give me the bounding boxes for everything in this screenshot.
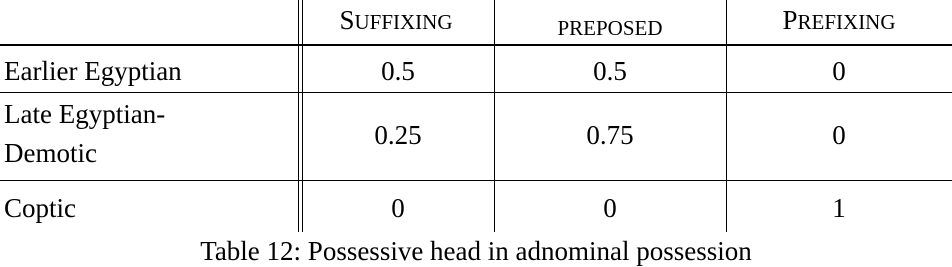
row-rule-1	[0, 92, 952, 93]
label-divider-left	[298, 0, 299, 232]
row3-suffixing: 0	[391, 193, 405, 223]
row2-suffixing: 0.25	[374, 120, 422, 150]
row2-preposed: 0.75	[586, 120, 634, 150]
row1-preposed: 0.5	[593, 56, 627, 86]
header-preposed: PREPOSED	[557, 16, 663, 40]
row2-prefixing: 0	[832, 120, 846, 150]
row-label-coptic: Coptic	[4, 193, 76, 223]
row-label-earlier-egyptian: Earlier Egyptian	[4, 56, 182, 86]
header-suffixing: SUFFIXING	[339, 5, 453, 35]
row3-preposed: 0	[603, 193, 617, 223]
row-label-late-egyptian-line2: Demotic	[4, 138, 97, 168]
row-label-late-egyptian-line1: Late Egyptian-	[4, 99, 166, 129]
row3-prefixing: 1	[832, 193, 846, 223]
row1-suffixing: 0.5	[381, 56, 415, 86]
header-prefixing: PREFIXING	[782, 5, 896, 35]
header-rule	[0, 44, 952, 46]
row-rule-2	[0, 180, 952, 181]
row1-prefixing: 0	[832, 56, 846, 86]
table-caption: Table 12: Possessive head in adnominal possession	[200, 236, 752, 266]
